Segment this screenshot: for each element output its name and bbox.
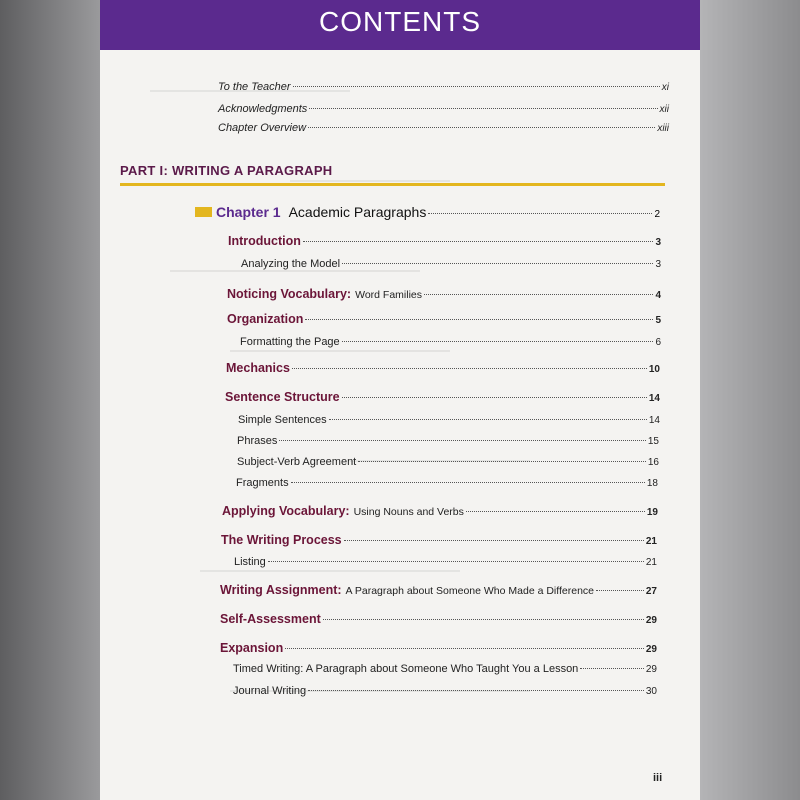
- left-page-shadow: [0, 0, 100, 800]
- leader-dots: [342, 341, 654, 342]
- header-banner: [100, 0, 700, 50]
- toc-page-number: 3: [655, 237, 661, 248]
- toc-page-number: 29: [645, 615, 657, 626]
- toc-page-number: 6: [655, 337, 661, 348]
- chapter-title: Academic Paragraphs: [288, 204, 427, 220]
- leader-dots: [342, 263, 653, 264]
- leader-dots: [323, 619, 644, 620]
- toc-entry-label: Applying Vocabulary:: [222, 504, 350, 518]
- toc-page-number: xi: [661, 82, 669, 93]
- toc-page-number: 29: [645, 644, 657, 655]
- leader-dots: [309, 108, 657, 109]
- leader-dots: [466, 511, 645, 512]
- toc-page-number: 10: [648, 364, 660, 375]
- toc-entry-label: Simple Sentences: [238, 414, 327, 426]
- toc-entry-label: Expansion: [220, 641, 284, 655]
- leader-dots: [285, 648, 644, 649]
- leader-dots: [305, 319, 653, 320]
- chapter-marker-icon: [195, 207, 212, 217]
- toc-entry-simple-sentences[interactable]: [238, 414, 660, 426]
- toc-entry-subject-verb-agreement[interactable]: [237, 456, 659, 468]
- toc-entry-label: Journal Writing: [233, 685, 307, 697]
- toc-entry-label: Noticing Vocabulary:: [227, 287, 352, 301]
- toc-page-number: 14: [648, 393, 660, 404]
- toc-entry-phrases[interactable]: [237, 435, 659, 447]
- toc-entry-label: Timed Writing: A Paragraph about Someone Who Taught You a Lesson: [233, 663, 579, 675]
- toc-page-number: 30: [645, 686, 657, 697]
- toc-page-number: 19: [646, 507, 658, 518]
- toc-page-number: xii: [659, 104, 669, 115]
- right-page-shadow: [700, 0, 800, 800]
- toc-entry-label: Analyzing the Model: [241, 258, 341, 270]
- toc-page-number: 15: [647, 436, 659, 447]
- toc-entry-label: Writing Assignment:: [220, 583, 342, 597]
- leader-dots: [303, 241, 654, 242]
- part-rule: [120, 183, 665, 186]
- toc-page-number: 3: [655, 259, 661, 270]
- toc-page-number: 16: [647, 457, 659, 468]
- toc-page-number: 29: [645, 664, 657, 675]
- toc-entry-label: Listing: [234, 556, 266, 568]
- leader-dots: [580, 668, 644, 669]
- leader-dots: [596, 590, 644, 591]
- toc-page-number: xiii: [657, 123, 669, 134]
- toc-entry-subtitle: Word Families: [355, 289, 422, 301]
- toc-entry-label: Mechanics: [226, 361, 290, 375]
- toc-entry-label: Fragments: [236, 477, 289, 489]
- toc-entry-label: Organization: [227, 312, 304, 326]
- toc-entry-subtitle: A Paragraph about Someone Who Made a Difference: [345, 585, 594, 597]
- toc-entry-the-writing-process[interactable]: [221, 533, 657, 547]
- toc-entry-expansion[interactable]: [220, 641, 657, 655]
- leader-dots: [342, 397, 647, 398]
- toc-entry-formatting-the-page[interactable]: [240, 336, 661, 348]
- part-title: PART I: WRITING A PARAGRAPH: [120, 163, 333, 178]
- toc-entry-label: Sentence Structure: [225, 390, 340, 404]
- toc-entry-label: Chapter Overview: [218, 122, 307, 134]
- toc-entry-self-assessment[interactable]: [220, 612, 657, 626]
- toc-entry-label: To the Teacher: [218, 81, 291, 93]
- leader-dots: [308, 690, 644, 691]
- toc-page-number: 2: [654, 209, 660, 220]
- leader-dots: [291, 482, 645, 483]
- leader-dots: [344, 540, 644, 541]
- page-title: CONTENTS: [319, 6, 481, 37]
- toc-entry-sentence-structure[interactable]: [225, 390, 660, 404]
- toc-chapter-1[interactable]: [195, 204, 660, 220]
- leader-dots: [428, 213, 652, 214]
- toc-entry-to-the-teacher[interactable]: [218, 81, 669, 93]
- toc-entry-label: Phrases: [237, 435, 278, 447]
- toc-entry-label: Formatting the Page: [240, 336, 340, 348]
- toc-entry-introduction[interactable]: [228, 234, 661, 248]
- leader-dots: [279, 440, 646, 441]
- toc-page-number: 21: [645, 557, 657, 568]
- toc-entry-label: Introduction: [228, 234, 301, 248]
- leader-dots: [293, 86, 660, 87]
- leader-dots: [424, 294, 653, 295]
- toc-entry-label: The Writing Process: [221, 533, 342, 547]
- leader-dots: [358, 461, 646, 462]
- toc-entry-subtitle: Using Nouns and Verbs: [353, 506, 464, 518]
- leader-dots: [308, 127, 655, 128]
- toc-entry-analyzing-the-model[interactable]: [241, 258, 661, 270]
- toc-entry-label: Subject-Verb Agreement: [237, 456, 357, 468]
- toc-entry-fragments[interactable]: [236, 477, 658, 489]
- leader-dots: [292, 368, 647, 369]
- toc-entry-timed-writing[interactable]: [233, 663, 657, 675]
- toc-page-number: 4: [655, 290, 661, 301]
- toc-entry-writing-assignment[interactable]: [220, 583, 657, 597]
- toc-entry-label: Self-Assessment: [220, 612, 321, 626]
- toc-entry-chapter-overview[interactable]: [218, 122, 669, 134]
- toc-page-number: 27: [645, 586, 657, 597]
- book-page: [100, 0, 700, 800]
- toc-entry-label: Acknowledgments: [218, 103, 308, 115]
- toc-entry-listing[interactable]: [234, 556, 657, 568]
- toc-entry-applying-vocabulary[interactable]: [222, 504, 658, 518]
- leader-dots: [268, 561, 644, 562]
- toc-page-number: 21: [645, 536, 657, 547]
- leader-dots: [329, 419, 647, 420]
- toc-page-number: 18: [646, 478, 658, 489]
- toc-entry-mechanics[interactable]: [226, 361, 660, 375]
- toc-entry-organization[interactable]: [227, 312, 661, 326]
- part-heading: [120, 163, 665, 185]
- chapter-number: Chapter 1: [216, 204, 281, 220]
- toc-page-number: 5: [655, 315, 661, 326]
- footer-page-number: iii: [653, 772, 663, 784]
- toc-entry-noticing-vocabulary[interactable]: [227, 287, 661, 301]
- toc-entry-journal-writing[interactable]: [233, 685, 657, 697]
- toc-entry-acknowledgments[interactable]: [218, 103, 669, 115]
- toc-page-number: 14: [648, 415, 660, 426]
